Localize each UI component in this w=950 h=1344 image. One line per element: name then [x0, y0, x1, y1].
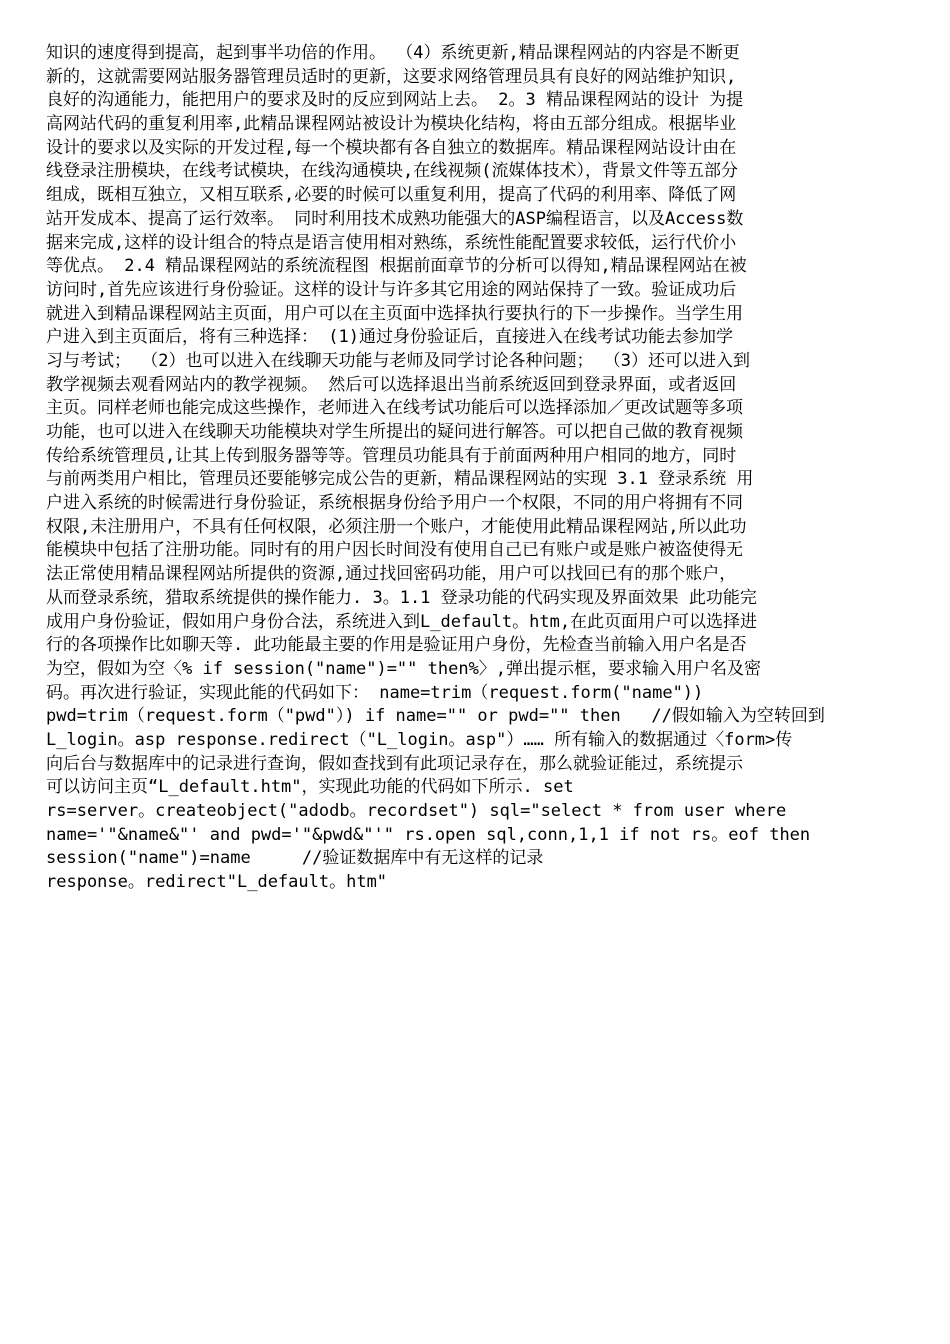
text-line: 户进入系统的时候需进行身份验证，系统根据身份给予用户一个权限，不同的用户将拥有不同: [46, 493, 743, 514]
text-line: 成用户身份验证，假如用户身份合法，系统进入到L_default。htm,在此页面用户可以选择进: [46, 611, 758, 632]
text-line: 可以访问主页“L_default.htm"，实现此功能的代码如下所示. set: [46, 777, 574, 798]
text-line: 主页。同样老师也能完成这些操作，老师进入在线考试功能后可以选择添加／更改试题等多项: [46, 398, 743, 419]
text-line: 线登录注册模块，在线考试模块，在线沟通模块,在线视频(流媒体技术），背景文件等五部分: [46, 161, 738, 182]
text-line: 站开发成本、提高了运行效率。 同时利用技术成熟功能强大的ASP编程语言，以及Access数: [46, 208, 744, 229]
text-line: session("name")=name //验证数据库中有无这样的记录: [46, 848, 544, 869]
text-line: 新的，这就需要网站服务器管理员适时的更新，这要求网络管理员具有良好的网站维护知识,: [46, 66, 737, 87]
text-line: 权限,未注册用户，不具有任何权限，必须注册一个账户，才能使用此精品课程网站,所以此功: [46, 516, 747, 537]
text-line: 从而登录系统，猎取系统提供的操作能力. 3。1.1 登录功能的代码实现及界面效果 此功能完: [46, 587, 757, 608]
text-line: 能模块中包括了注册功能。同时有的用户因长时间没有使用自己已有账户或是账户被盗使得无: [46, 540, 743, 561]
text-line: 组成，既相互独立，又相互联系,必要的时候可以重复利用，提高了代码的利用率、降低了网: [46, 185, 737, 206]
text-line: 为空，假如为空〈% if session("name")="" then%〉,弹出提示框，要求输入用户名及密: [46, 658, 762, 679]
text-line: pwd=trim（request.form（"pwd"）) if name="" or pwd="" then //假如输入为空转回到: [46, 706, 825, 727]
text-line: 良好的沟通能力，能把用户的要求及时的反应到网站上去。 2。3 精品课程网站的设计 为提: [46, 90, 744, 111]
text-line: 码。再次进行验证，实现此能的代码如下： name=trim（request.form("name")): [46, 682, 704, 703]
text-line: 知识的速度得到提高，起到事半功倍的作用。 （4）系统更新,精品课程网站的内容是不断更: [46, 43, 740, 63]
text-line: 行的各项操作比如聊天等. 此功能最主要的作用是验证用户身份，先检查当前输入用户名是否: [46, 635, 747, 656]
text-line: 设计的要求以及实际的开发过程,每一个模块都有各自独立的数据库。精品课程网站设计由在: [46, 137, 737, 158]
text-line: 访问时,首先应该进行身份验证。这样的设计与许多其它用途的网站保持了一致。验证成功后: [46, 279, 737, 300]
text-line: rs=server。createobject("adodb。recordset") sql="select * from user where: [46, 801, 787, 821]
document-body-text: [46, 42, 898, 895]
text-line: 高网站代码的重复利用率,此精品课程网站被设计为模块化结构，将由五部分组成。根据毕业: [46, 114, 737, 135]
text-line: 传给系统管理员,让其上传到服务器等等。管理员功能具有于前面两种用户相同的地方，同时: [46, 445, 737, 466]
text-line: 就进入到精品课程网站主页面，用户可以在主页面中选择执行要执行的下一步操作。当学生用: [46, 303, 743, 324]
text-line: L_login。asp response.redirect（"L_login。asp"）…… 所有输入的数据通过〈form>传: [46, 729, 793, 750]
text-line: 教学视频去观看网站内的教学视频。 然后可以选择退出当前系统返回到登录界面，或者返回: [46, 374, 737, 395]
text-line: 功能，也可以进入在线聊天功能模块对学生所提出的疑问进行解答。可以把自己做的教育视频: [46, 422, 743, 442]
text-line: 据来完成,这样的设计组合的特点是语言使用相对熟练，系统性能配置要求较低，运行代价小: [46, 232, 737, 253]
text-line: 与前两类用户相比，管理员还要能够完成公告的更新，精品课程网站的实现 3.1 登录系统 用: [46, 469, 754, 490]
text-line: name='"&name&"' and pwd='"&pwd&"'" rs.open sql,conn,1,1 if not rs。eof then: [46, 824, 811, 845]
text-line: 向后台与数据库中的记录进行查询，假如查找到有此项记录存在，那么就验证能过，系统提示: [46, 753, 743, 774]
text-line: 习与考试； （2）也可以进入在线聊天功能与老师及同学讨论各种问题； （3）还可以进入到: [46, 350, 750, 371]
text-line: response。redirect"L_default。htm": [46, 872, 388, 893]
text-line: 法正常使用精品课程网站所提供的资源,通过找回密码功能，用户可以找回已有的那个账户，: [46, 564, 737, 585]
text-line: 户进入到主页面后，将有三种选择： (1)通过身份验证后，直接进入在线考试功能去参加学: [46, 327, 733, 348]
text-line: 等优点。 2.4 精品课程网站的系统流程图 根据前面章节的分析可以得知,精品课程网站在被: [46, 256, 747, 277]
